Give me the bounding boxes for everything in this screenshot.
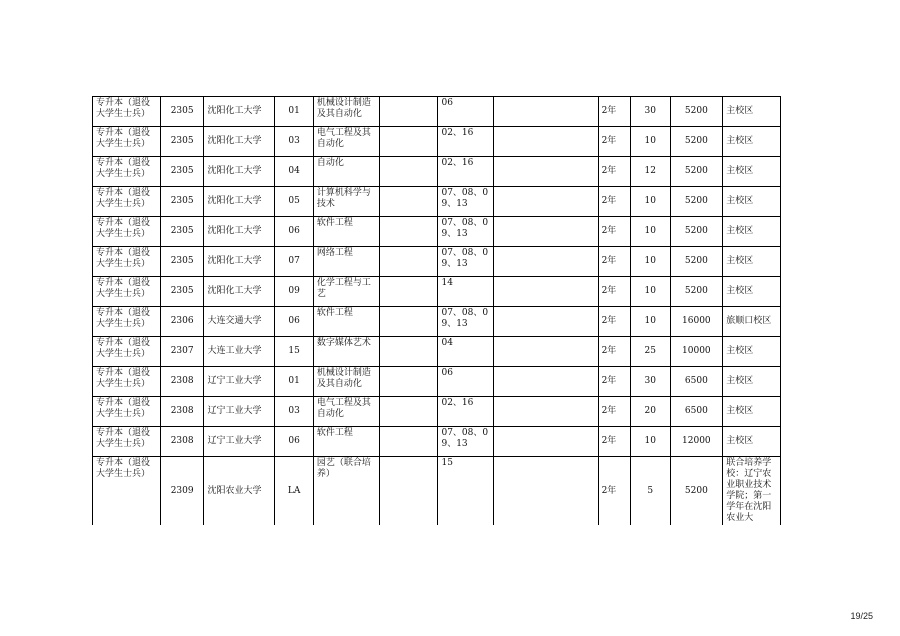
campus-cell: 主校区 xyxy=(723,367,781,397)
blank-cell xyxy=(494,157,598,187)
major-code-cell: 05 xyxy=(275,187,314,217)
exam-subjects-cell: 06 xyxy=(438,367,494,397)
duration-cell: 2年 xyxy=(598,457,630,526)
major-name-cell: 化学工程与工艺 xyxy=(313,277,379,307)
tuition-cell: 12000 xyxy=(670,427,723,457)
major-name-cell: 计算机科学与技术 xyxy=(313,187,379,217)
campus-cell: 主校区 xyxy=(723,397,781,427)
tuition-cell: 10000 xyxy=(670,337,723,367)
plan-count-cell: 10 xyxy=(630,307,670,337)
exam-subjects-cell: 14 xyxy=(438,277,494,307)
remarks-cell xyxy=(379,457,438,526)
major-name-cell: 软件工程 xyxy=(313,217,379,247)
school-code-cell: 2305 xyxy=(160,97,204,127)
exam-subjects-cell: 07、08、09、13 xyxy=(438,187,494,217)
school-name-cell: 大连工业大学 xyxy=(204,337,275,367)
exam-subjects-cell: 02、16 xyxy=(438,157,494,187)
major-name-cell: 机械设计制造及其自动化 xyxy=(313,367,379,397)
major-code-cell: 01 xyxy=(275,367,314,397)
major-name-cell: 网络工程 xyxy=(313,247,379,277)
major-name-cell: 软件工程 xyxy=(313,307,379,337)
blank-cell xyxy=(494,457,598,526)
type-cell: 专升本（退役大学生士兵） xyxy=(93,157,161,187)
major-code-cell: 09 xyxy=(275,277,314,307)
school-code-cell: 2308 xyxy=(160,367,204,397)
type-cell: 专升本（退役大学生士兵） xyxy=(93,187,161,217)
plan-count-cell: 5 xyxy=(630,457,670,526)
remarks-cell xyxy=(379,97,438,127)
school-name-cell: 沈阳化工大学 xyxy=(204,127,275,157)
blank-cell xyxy=(494,217,598,247)
type-cell: 专升本（退役大学生士兵） xyxy=(93,427,161,457)
campus-cell: 主校区 xyxy=(723,157,781,187)
remarks-cell xyxy=(379,337,438,367)
school-name-cell: 辽宁工业大学 xyxy=(204,427,275,457)
tuition-cell: 5200 xyxy=(670,187,723,217)
major-code-cell: 06 xyxy=(275,217,314,247)
exam-subjects-cell: 06 xyxy=(438,97,494,127)
table-row xyxy=(93,277,781,307)
tuition-cell: 5200 xyxy=(670,247,723,277)
school-name-cell: 沈阳化工大学 xyxy=(204,157,275,187)
blank-cell xyxy=(494,277,598,307)
school-name-cell: 辽宁工业大学 xyxy=(204,397,275,427)
table-row xyxy=(93,427,781,457)
plan-count-cell: 10 xyxy=(630,247,670,277)
tuition-cell: 6500 xyxy=(670,397,723,427)
remarks-cell xyxy=(379,247,438,277)
table-body xyxy=(93,97,781,526)
duration-cell: 2年 xyxy=(598,97,630,127)
duration-cell: 2年 xyxy=(598,367,630,397)
type-cell: 专升本（退役大学生士兵） xyxy=(93,457,161,526)
tuition-cell: 5200 xyxy=(670,97,723,127)
plan-count-cell: 10 xyxy=(630,127,670,157)
exam-subjects-cell: 15 xyxy=(438,457,494,526)
plan-count-cell: 10 xyxy=(630,277,670,307)
exam-subjects-cell: 07、08、09、13 xyxy=(438,247,494,277)
remarks-cell xyxy=(379,367,438,397)
major-code-cell: LA xyxy=(275,457,314,526)
table-row xyxy=(93,457,781,526)
table-row xyxy=(93,127,781,157)
major-code-cell: 06 xyxy=(275,307,314,337)
plan-count-cell: 30 xyxy=(630,367,670,397)
exam-subjects-cell: 04 xyxy=(438,337,494,367)
page-number: 19/25 xyxy=(850,611,873,621)
campus-cell: 主校区 xyxy=(723,187,781,217)
campus-cell: 主校区 xyxy=(723,127,781,157)
table-row xyxy=(93,217,781,247)
remarks-cell xyxy=(379,277,438,307)
duration-cell: 2年 xyxy=(598,157,630,187)
major-code-cell: 01 xyxy=(275,97,314,127)
school-name-cell: 辽宁工业大学 xyxy=(204,367,275,397)
major-code-cell: 07 xyxy=(275,247,314,277)
plan-count-cell: 10 xyxy=(630,427,670,457)
duration-cell: 2年 xyxy=(598,427,630,457)
remarks-cell xyxy=(379,307,438,337)
duration-cell: 2年 xyxy=(598,307,630,337)
duration-cell: 2年 xyxy=(598,127,630,157)
school-name-cell: 沈阳化工大学 xyxy=(204,217,275,247)
tuition-cell: 5200 xyxy=(670,217,723,247)
major-name-cell: 园艺（联合培养） xyxy=(313,457,379,526)
table-row xyxy=(93,367,781,397)
table-row xyxy=(93,397,781,427)
type-cell: 专升本（退役大学生士兵） xyxy=(93,277,161,307)
school-code-cell: 2305 xyxy=(160,127,204,157)
remarks-cell xyxy=(379,217,438,247)
major-code-cell: 03 xyxy=(275,127,314,157)
blank-cell xyxy=(494,247,598,277)
duration-cell: 2年 xyxy=(598,397,630,427)
blank-cell xyxy=(494,367,598,397)
blank-cell xyxy=(494,97,598,127)
blank-cell xyxy=(494,187,598,217)
table-row xyxy=(93,97,781,127)
blank-cell xyxy=(494,427,598,457)
major-code-cell: 15 xyxy=(275,337,314,367)
exam-subjects-cell: 07、08、09、13 xyxy=(438,307,494,337)
major-name-cell: 电气工程及其自动化 xyxy=(313,127,379,157)
school-name-cell: 大连交通大学 xyxy=(204,307,275,337)
blank-cell xyxy=(494,397,598,427)
school-name-cell: 沈阳农业大学 xyxy=(204,457,275,526)
campus-cell: 主校区 xyxy=(723,427,781,457)
plan-count-cell: 20 xyxy=(630,397,670,427)
plan-count-cell: 12 xyxy=(630,157,670,187)
exam-subjects-cell: 07、08、09、13 xyxy=(438,217,494,247)
plan-count-cell: 25 xyxy=(630,337,670,367)
duration-cell: 2年 xyxy=(598,187,630,217)
major-name-cell: 机械设计制造及其自动化 xyxy=(313,97,379,127)
remarks-cell xyxy=(379,157,438,187)
school-name-cell: 沈阳化工大学 xyxy=(204,247,275,277)
school-name-cell: 沈阳化工大学 xyxy=(204,277,275,307)
tuition-cell: 5200 xyxy=(670,127,723,157)
tuition-cell: 5200 xyxy=(670,457,723,526)
table-row xyxy=(93,187,781,217)
school-code-cell: 2309 xyxy=(160,457,204,526)
type-cell: 专升本（退役大学生士兵） xyxy=(93,337,161,367)
exam-subjects-cell: 07、08、09、13 xyxy=(438,427,494,457)
campus-cell: 主校区 xyxy=(723,217,781,247)
school-code-cell: 2305 xyxy=(160,277,204,307)
major-name-cell: 数字媒体艺术 xyxy=(313,337,379,367)
major-name-cell: 软件工程 xyxy=(313,427,379,457)
tuition-cell: 5200 xyxy=(670,277,723,307)
major-name-cell: 自动化 xyxy=(313,157,379,187)
type-cell: 专升本（退役大学生士兵） xyxy=(93,217,161,247)
type-cell: 专升本（退役大学生士兵） xyxy=(93,247,161,277)
remarks-cell xyxy=(379,397,438,427)
campus-cell: 主校区 xyxy=(723,277,781,307)
school-code-cell: 2305 xyxy=(160,157,204,187)
campus-cell: 主校区 xyxy=(723,247,781,277)
table-row xyxy=(93,247,781,277)
table-row xyxy=(93,337,781,367)
school-name-cell: 沈阳化工大学 xyxy=(204,97,275,127)
type-cell: 专升本（退役大学生士兵） xyxy=(93,397,161,427)
plan-count-cell: 10 xyxy=(630,187,670,217)
school-code-cell: 2305 xyxy=(160,217,204,247)
campus-cell: 主校区 xyxy=(723,337,781,367)
campus-cell: 主校区 xyxy=(723,97,781,127)
remarks-cell xyxy=(379,427,438,457)
type-cell: 专升本（退役大学生士兵） xyxy=(93,97,161,127)
duration-cell: 2年 xyxy=(598,217,630,247)
duration-cell: 2年 xyxy=(598,337,630,367)
school-code-cell: 2308 xyxy=(160,397,204,427)
school-name-cell: 沈阳化工大学 xyxy=(204,187,275,217)
tuition-cell: 16000 xyxy=(670,307,723,337)
type-cell: 专升本（退役大学生士兵） xyxy=(93,367,161,397)
school-code-cell: 2305 xyxy=(160,187,204,217)
duration-cell: 2年 xyxy=(598,247,630,277)
type-cell: 专升本（退役大学生士兵） xyxy=(93,127,161,157)
plan-count-cell: 10 xyxy=(630,217,670,247)
school-code-cell: 2305 xyxy=(160,247,204,277)
school-code-cell: 2308 xyxy=(160,427,204,457)
campus-cell: 联合培养学校：辽宁农业职业技术学院；第一学年在沈阳农业大 xyxy=(723,457,781,526)
blank-cell xyxy=(494,337,598,367)
duration-cell: 2年 xyxy=(598,277,630,307)
exam-subjects-cell: 02、16 xyxy=(438,397,494,427)
plan-count-cell: 30 xyxy=(630,97,670,127)
exam-subjects-cell: 02、16 xyxy=(438,127,494,157)
tuition-cell: 6500 xyxy=(670,367,723,397)
major-code-cell: 04 xyxy=(275,157,314,187)
enrollment-plan-table xyxy=(92,96,781,525)
blank-cell xyxy=(494,307,598,337)
major-code-cell: 06 xyxy=(275,427,314,457)
remarks-cell xyxy=(379,127,438,157)
table-row xyxy=(93,157,781,187)
table-row xyxy=(93,307,781,337)
campus-cell: 旅顺口校区 xyxy=(723,307,781,337)
school-code-cell: 2306 xyxy=(160,307,204,337)
blank-cell xyxy=(494,127,598,157)
tuition-cell: 5200 xyxy=(670,157,723,187)
school-code-cell: 2307 xyxy=(160,337,204,367)
type-cell: 专升本（退役大学生士兵） xyxy=(93,307,161,337)
remarks-cell xyxy=(379,187,438,217)
major-name-cell: 电气工程及其自动化 xyxy=(313,397,379,427)
major-code-cell: 03 xyxy=(275,397,314,427)
